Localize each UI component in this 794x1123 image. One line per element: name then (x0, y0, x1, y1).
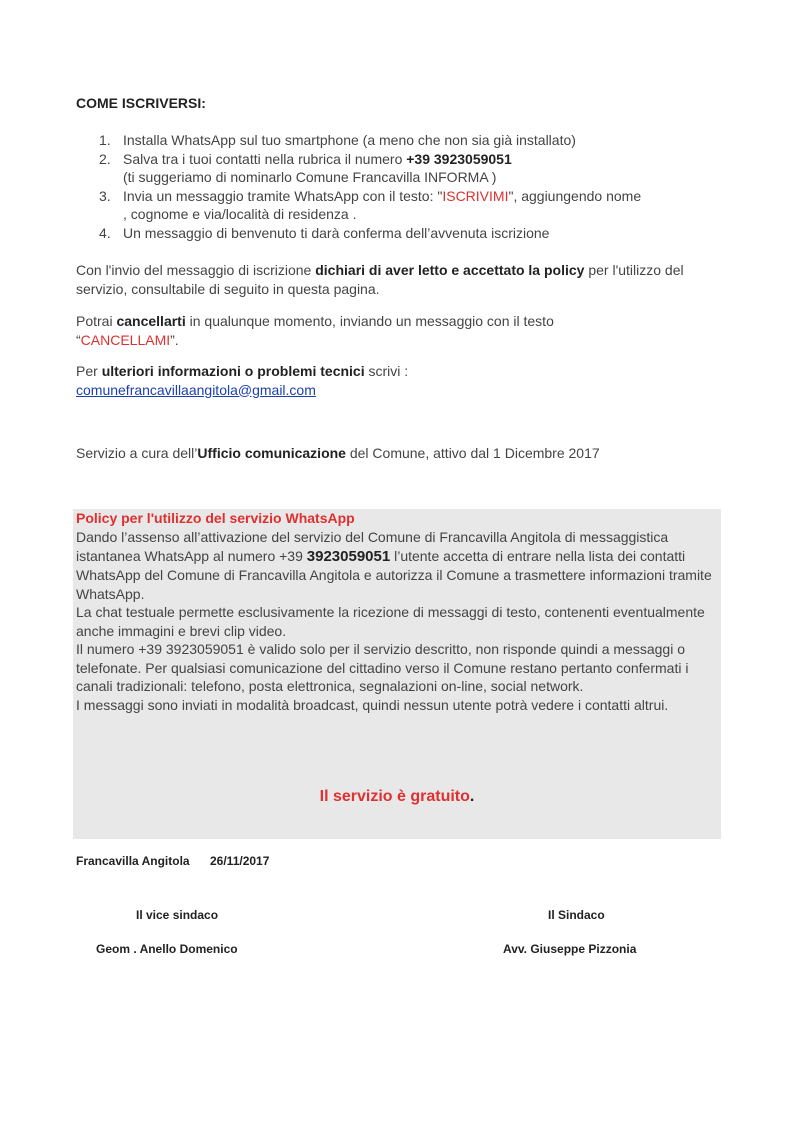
step-text: Un messaggio di benvenuto ti darà conferma dell’avvenuta iscrizione (123, 224, 550, 241)
step-number: 1. (99, 132, 111, 148)
free-service-notice (73, 788, 721, 806)
service-paragraph (76, 444, 726, 463)
policy-p1-post: l’utente accetta di entrare nella lista dei contatti WhatsApp del Comune di Francavilla Angitola e autorizza il Comune a trasmettere informazioni tramite WhatsApp. (76, 547, 712, 602)
open-quote: “ (76, 331, 81, 348)
policy-heading: Policy per l'utilizzo del servizio WhatsApp (76, 510, 355, 526)
vice-mayor-role: Il vice sindaco (136, 908, 219, 922)
phone-number: +39 3923059051 (406, 150, 512, 167)
close-quote: ”. (170, 331, 179, 348)
list-item (76, 131, 736, 150)
policy-p4: I messaggi sono inviati in modalità broadcast, quindi nessun utente potrà vedere i contatti altrui. (76, 696, 669, 713)
date: 26/11/2017 (210, 854, 270, 868)
info-paragraph (76, 362, 726, 399)
service-text: Servizio a cura dell’ (76, 445, 198, 461)
mayor-name: Avv. Giuseppe Pizzonia (503, 942, 637, 956)
consent-paragraph (76, 261, 726, 298)
step-text: Salva tra i tuoi contatti nella rubrica il numero (123, 150, 407, 167)
steps-list (76, 131, 736, 242)
cancel-paragraph (76, 312, 726, 349)
consent-bold: dichiari di aver letto e accettato la policy (315, 262, 585, 278)
consent-text: Con l'invio del messaggio di iscrizione (76, 262, 316, 278)
step-text: Installa WhatsApp sul tuo smartphone (a meno che non sia già installato) (123, 132, 576, 148)
policy-p3: Il numero +39 3923059051 è valido solo per il servizio descritto, non risponde quindi a messaggi o telefonate. Per qualsiasi comunicazione del cittadino verso il Comune restano pertanto confermati i canali tradizionali: telefono, posta elettronica, segnalazioni on-line, social network. (76, 641, 689, 694)
vice-mayor-name: Geom . Anello Domenico (96, 942, 238, 956)
free-dot: . (469, 788, 475, 805)
free-text: Il servizio è gratuito (319, 788, 470, 805)
policy-p2: La chat testuale permette esclusivamente la ricezione di messaggi di testo, contenenti eventualmente anche immagini e brevi clip video. (76, 604, 705, 639)
list-item (76, 187, 736, 224)
step-text-line2: (ti suggeriamo di nominarlo Comune Francavilla INFORMA ) (123, 169, 497, 185)
service-post: del Comune, attivo dal 1 Dicembre 2017 (345, 445, 600, 461)
list-item (76, 150, 736, 187)
keyword-iscrivimi: ISCRIVIMI (442, 187, 509, 204)
step-text: Invia un messaggio tramite WhatsApp con il testo: " (123, 187, 443, 204)
info-bold: ulteriori informazioni o problemi tecnici (101, 363, 365, 379)
cancel-mid: in qualunque momento, inviando un messaggio con il testo (185, 313, 554, 329)
step-number: 2. (99, 150, 111, 167)
section-title: COME ISCRIVERSI: (76, 95, 206, 111)
step-text-line2: , cognome e via/località di residenza . (123, 206, 357, 222)
consent-post: per l'utilizzo del servizio, consultabile di seguito in questa pagina. (76, 262, 684, 297)
policy-body (76, 528, 721, 714)
info-text: Per (76, 363, 102, 379)
keyword-cancellami: CANCELLAMI (80, 331, 171, 348)
email-link[interactable]: comunefrancavillaangitola@gmail.com (76, 381, 316, 398)
mayor-role: Il Sindaco (548, 908, 605, 922)
cancel-text: Potrai (76, 313, 117, 329)
info-post: scrivi : (364, 363, 409, 379)
service-bold: Ufficio comunicazione (197, 445, 346, 461)
cancel-bold: cancellarti (116, 313, 186, 329)
policy-number: 3923059051 (306, 547, 391, 565)
step-text-post: ", aggiungendo nome (508, 187, 642, 204)
place: Francavilla Angitola (76, 854, 190, 868)
step-number: 3. (99, 187, 111, 204)
list-item (76, 224, 736, 243)
policy-p1: Dando l’assenso all’attivazione del servizio del Comune di Francavilla Angitola di messaggistica istantanea WhatsApp al numero +39 (76, 529, 669, 564)
step-number: 4. (99, 224, 111, 241)
